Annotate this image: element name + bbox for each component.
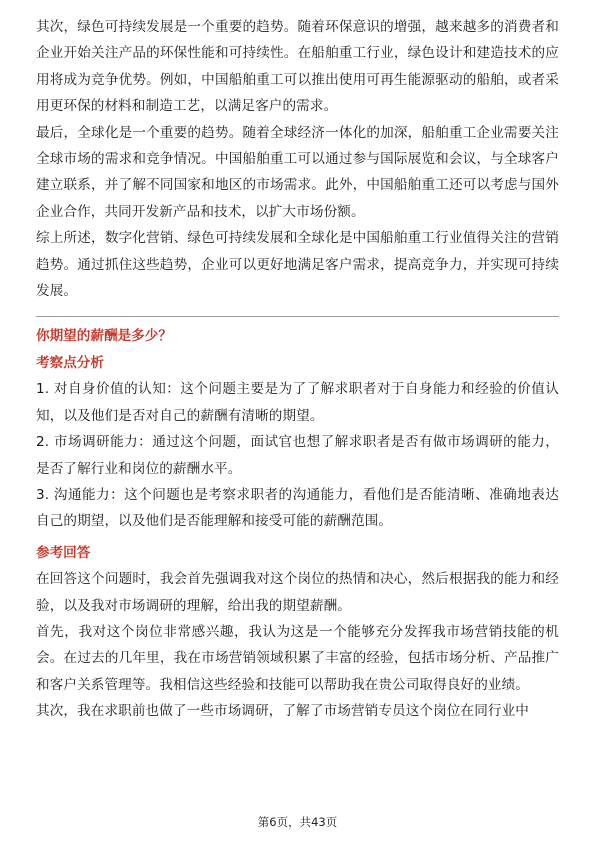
question-title: 你期望的薪酬是多少？ bbox=[36, 328, 172, 345]
answer-paragraph-second: 其次，我在求职前也做了一些市场调研，了解了市场营销专员这个岗位在同行业中 bbox=[36, 703, 529, 720]
paragraph-green-trend: 其次，绿色可持续发展是一个重要的趋势。随着环保意识的增强，越来越多的消费者和企业开始关注产品的环保性能和可持续性。在船舶重工行业，绿色设计和建造技术的应用将成为竞争优势。例如，中国船舶重工可以推出使用可再生能源驱动的船舶，或者采用更环保的材料和制造工艺，以满足客户的需求。 bbox=[36, 19, 559, 115]
analysis-heading: 考察点分析 bbox=[36, 354, 104, 371]
paragraph-summary: 综上所述，数字化营销、绿色可持续发展和全球化是中国船舶重工行业值得关注的营销趋势。通过抓住这些趋势，企业可以更好地满足客户需求，提高竞争力，并实现可持续发展。 bbox=[36, 230, 559, 300]
answer-paragraph-intro: 在回答这个问题时，我会首先强调我对这个岗位的热情和决心，然后根据我的能力和经验，以及我对市场调研的理解，给出我的期望薪酬。 bbox=[36, 571, 559, 614]
page-content bbox=[36, 14, 559, 725]
analysis-point-self-value: 1. 对自身价值的认知：这个问题主要是为了了解求职者对于自身能力和经验的价值认知，以及他们是否对自己的薪酬有清晰的期望。 bbox=[36, 381, 559, 424]
section-divider bbox=[36, 316, 559, 317]
analysis-point-market-research: 2. 市场调研能力：通过这个问题，面试官也想了解求职者是否有做市场调研的能力，是否了解行业和岗位的薪酬水平。 bbox=[36, 434, 559, 477]
paragraph-globalization-trend: 最后，全球化是一个重要的趋势。随着全球经济一体化的加深，船舶重工企业需要关注全球市场的需求和竞争情况。中国船舶重工可以通过参与国际展览和会议，与全球客户建立联系，并了解不同国家和地区的市场需求。此外，中国船舶重工还可以考虑与国外企业合作，共同开发新产品和技术，以扩大市场份额。 bbox=[36, 124, 559, 220]
page-number: 第6页，共43页 bbox=[257, 815, 338, 829]
analysis-point-communication: 3. 沟通能力：这个问题也是考察求职者的沟通能力，看他们是否能清晰、准确地表达自己的期望，以及他们是否能理解和接受可能的薪酬范围。 bbox=[36, 486, 559, 530]
answer-heading: 参考回答 bbox=[36, 544, 91, 561]
answer-paragraph-first: 首先，我对这个岗位非常感兴趣，我认为这是一个能够充分发挥我市场营销技能的机会。在过去的几年里，我在市场营销领域积累了丰富的经验，包括市场分析、产品推广和客户关系管理等。我相信这些经验和技能可以帮助我在贵公司取得良好的业绩。 bbox=[36, 623, 559, 693]
